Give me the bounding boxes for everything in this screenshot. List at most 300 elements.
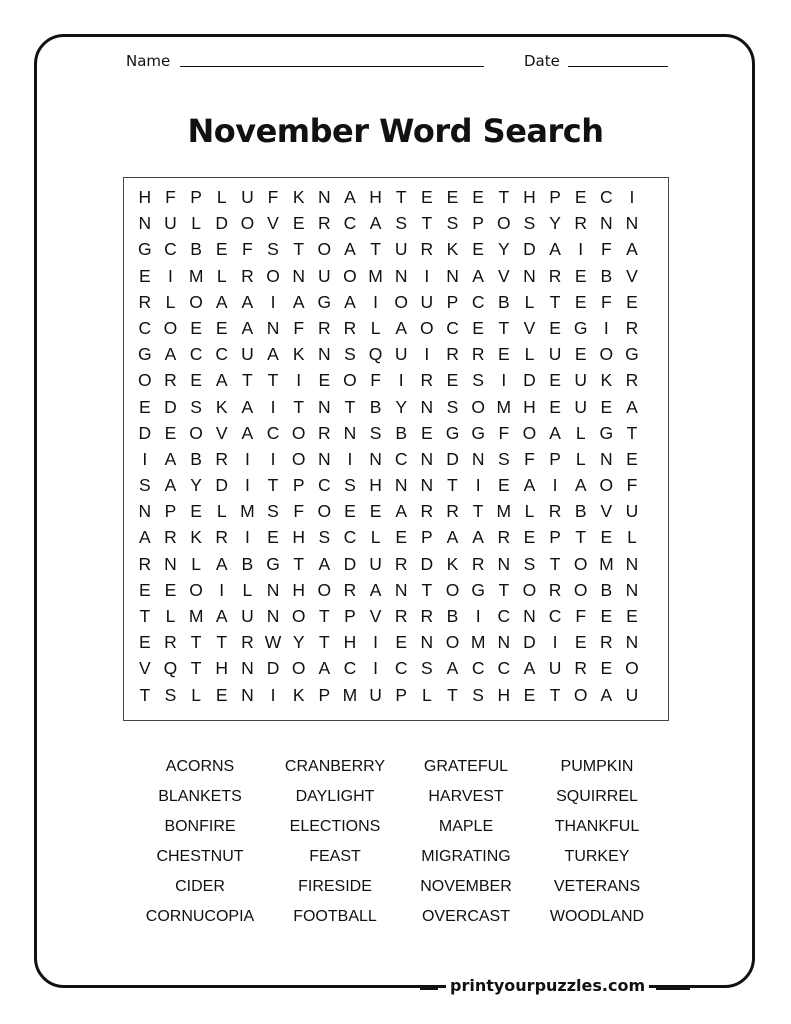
grid-letter[interactable]: E: [574, 187, 587, 207]
grid-letter[interactable]: C: [548, 606, 562, 626]
grid-letter[interactable]: G: [266, 553, 280, 574]
grid-letter[interactable]: F: [626, 475, 638, 496]
grid-letter[interactable]: I: [373, 291, 379, 312]
grid-letter[interactable]: L: [575, 422, 586, 443]
grid-letter[interactable]: P: [292, 475, 305, 496]
grid-letter[interactable]: N: [471, 448, 485, 469]
grid-letter[interactable]: U: [548, 344, 562, 365]
grid-letter[interactable]: C: [138, 317, 152, 338]
grid-letter[interactable]: I: [475, 475, 481, 496]
grid-letter[interactable]: Q: [163, 658, 178, 679]
grid-letter[interactable]: S: [318, 527, 331, 548]
grid-letter[interactable]: I: [142, 448, 148, 469]
grid-letter[interactable]: N: [292, 265, 305, 286]
grid-letter[interactable]: R: [241, 265, 254, 286]
grid-letter[interactable]: D: [420, 553, 434, 574]
grid-letter[interactable]: D: [215, 475, 229, 496]
grid-letter[interactable]: N: [241, 658, 254, 679]
grid-letter[interactable]: C: [343, 527, 357, 548]
grid-letter[interactable]: U: [625, 501, 639, 522]
grid-letter[interactable]: E: [626, 448, 638, 469]
grid-letter[interactable]: D: [266, 658, 280, 679]
grid-letter[interactable]: R: [548, 579, 562, 600]
grid-letter[interactable]: Y: [292, 632, 305, 653]
grid-letter[interactable]: R: [394, 553, 408, 574]
grid-letter[interactable]: E: [369, 501, 382, 522]
grid-letter[interactable]: S: [138, 475, 151, 496]
grid-letter[interactable]: M: [342, 684, 358, 705]
grid-letter[interactable]: E: [395, 632, 408, 653]
grid-letter[interactable]: R: [497, 527, 511, 548]
grid-letter[interactable]: O: [343, 265, 357, 286]
grid-letter[interactable]: P: [190, 187, 202, 207]
grid-letter[interactable]: R: [343, 579, 357, 600]
grid-letter[interactable]: N: [138, 213, 152, 234]
grid-letter[interactable]: O: [291, 422, 306, 443]
grid-letter[interactable]: N: [317, 344, 331, 365]
grid-letter[interactable]: I: [373, 632, 379, 653]
grid-letter[interactable]: N: [625, 213, 639, 234]
grid-letter[interactable]: L: [191, 684, 201, 705]
grid-letter[interactable]: A: [446, 527, 459, 548]
grid-letter[interactable]: T: [190, 658, 202, 679]
grid-letter[interactable]: D: [523, 370, 536, 391]
grid-letter[interactable]: R: [446, 344, 459, 365]
grid-letter[interactable]: A: [395, 501, 408, 522]
grid-letter[interactable]: I: [219, 579, 225, 600]
grid-letter[interactable]: L: [575, 448, 586, 469]
grid-letter[interactable]: C: [471, 291, 485, 312]
grid-letter[interactable]: O: [317, 239, 332, 260]
grid-letter[interactable]: P: [344, 606, 356, 626]
grid-letter[interactable]: U: [369, 684, 382, 705]
grid-letter[interactable]: V: [138, 658, 151, 679]
grid-letter[interactable]: O: [163, 317, 178, 338]
grid-letter[interactable]: N: [497, 632, 511, 653]
grid-letter[interactable]: H: [138, 187, 152, 207]
grid-letter[interactable]: A: [369, 579, 382, 600]
grid-letter[interactable]: E: [164, 422, 177, 443]
grid-letter[interactable]: O: [445, 632, 460, 653]
grid-letter[interactable]: N: [420, 632, 434, 653]
grid-letter[interactable]: B: [190, 448, 202, 469]
grid-letter[interactable]: O: [138, 370, 152, 391]
grid-letter[interactable]: N: [343, 422, 357, 443]
grid-letter[interactable]: T: [318, 632, 330, 653]
grid-letter[interactable]: C: [600, 187, 613, 207]
grid-letter[interactable]: O: [266, 265, 280, 286]
grid-letter[interactable]: Y: [497, 239, 510, 260]
grid-letter[interactable]: T: [318, 606, 330, 626]
grid-letter[interactable]: E: [600, 606, 613, 626]
grid-letter[interactable]: I: [373, 658, 379, 679]
grid-letter[interactable]: Y: [549, 213, 561, 234]
grid-letter[interactable]: I: [424, 344, 430, 365]
grid-letter[interactable]: U: [164, 213, 177, 234]
grid-letter[interactable]: S: [497, 448, 510, 469]
grid-letter[interactable]: E: [190, 501, 202, 522]
grid-letter[interactable]: R: [548, 501, 562, 522]
grid-letter[interactable]: C: [189, 344, 203, 365]
grid-letter[interactable]: U: [394, 239, 408, 260]
grid-letter[interactable]: C: [215, 344, 229, 365]
grid-letter[interactable]: B: [446, 606, 459, 626]
grid-letter[interactable]: M: [470, 632, 486, 653]
grid-letter[interactable]: L: [165, 291, 176, 312]
grid-letter[interactable]: T: [267, 370, 279, 391]
grid-letter[interactable]: T: [447, 684, 458, 705]
grid-letter[interactable]: B: [600, 265, 613, 286]
grid-letter[interactable]: S: [164, 684, 177, 705]
grid-letter[interactable]: V: [215, 422, 228, 443]
grid-letter[interactable]: A: [395, 317, 408, 338]
grid-letter[interactable]: K: [292, 187, 305, 207]
grid-letter[interactable]: N: [394, 579, 408, 600]
grid-letter[interactable]: E: [574, 344, 587, 365]
grid-letter[interactable]: I: [578, 239, 584, 260]
grid-letter[interactable]: N: [625, 579, 639, 600]
grid-letter[interactable]: S: [395, 213, 408, 234]
grid-letter[interactable]: H: [369, 475, 382, 496]
grid-letter[interactable]: F: [601, 291, 612, 312]
grid-letter[interactable]: T: [267, 475, 279, 496]
grid-letter[interactable]: I: [552, 632, 558, 653]
grid-letter[interactable]: A: [626, 239, 638, 260]
grid-letter[interactable]: R: [446, 501, 459, 522]
grid-letter[interactable]: S: [190, 396, 202, 417]
grid-letter[interactable]: F: [601, 239, 612, 260]
grid-letter[interactable]: B: [497, 291, 510, 312]
grid-letter[interactable]: R: [164, 632, 177, 653]
grid-letter[interactable]: R: [317, 213, 331, 234]
grid-letter[interactable]: R: [215, 527, 229, 548]
grid-letter[interactable]: R: [138, 291, 152, 312]
grid-letter[interactable]: Y: [190, 475, 202, 496]
grid-letter[interactable]: O: [189, 579, 203, 600]
grid-letter[interactable]: R: [600, 632, 613, 653]
grid-letter[interactable]: U: [625, 684, 639, 705]
grid-letter[interactable]: N: [394, 265, 408, 286]
grid-letter[interactable]: I: [270, 291, 276, 312]
grid-letter[interactable]: E: [164, 579, 177, 600]
grid-letter[interactable]: T: [472, 501, 484, 522]
grid-letter[interactable]: G: [445, 422, 460, 443]
grid-letter[interactable]: L: [524, 344, 535, 365]
grid-letter[interactable]: C: [471, 658, 485, 679]
grid-letter[interactable]: O: [573, 579, 588, 600]
grid-letter[interactable]: T: [549, 553, 561, 574]
grid-letter[interactable]: L: [191, 553, 201, 574]
grid-letter[interactable]: N: [625, 553, 639, 574]
grid-letter[interactable]: T: [190, 632, 202, 653]
grid-letter[interactable]: I: [168, 265, 173, 286]
grid-letter[interactable]: L: [370, 317, 381, 338]
grid-letter[interactable]: F: [498, 422, 510, 443]
grid-letter[interactable]: E: [138, 396, 151, 417]
grid-letter[interactable]: H: [292, 527, 305, 548]
grid-letter[interactable]: F: [575, 606, 587, 626]
grid-letter[interactable]: S: [344, 475, 356, 496]
grid-letter[interactable]: N: [523, 606, 536, 626]
grid-letter[interactable]: O: [573, 684, 588, 705]
grid-letter[interactable]: N: [420, 396, 434, 417]
grid-letter[interactable]: L: [165, 606, 176, 626]
grid-letter[interactable]: L: [627, 527, 637, 548]
grid-letter[interactable]: T: [498, 579, 510, 600]
grid-letter[interactable]: S: [344, 344, 356, 365]
grid-letter[interactable]: U: [420, 291, 434, 312]
grid-letter[interactable]: G: [573, 317, 588, 338]
grid-letter[interactable]: L: [524, 501, 535, 522]
grid-letter[interactable]: R: [317, 317, 331, 338]
grid-letter[interactable]: U: [369, 553, 382, 574]
grid-letter[interactable]: N: [241, 684, 254, 705]
grid-letter[interactable]: E: [549, 370, 561, 391]
grid-letter[interactable]: H: [215, 658, 229, 679]
grid-letter[interactable]: G: [317, 291, 332, 312]
grid-letter[interactable]: I: [603, 317, 609, 338]
grid-letter[interactable]: P: [472, 213, 484, 234]
grid-letter[interactable]: U: [574, 396, 588, 417]
grid-letter[interactable]: A: [241, 422, 254, 443]
grid-letter[interactable]: H: [497, 684, 511, 705]
grid-letter[interactable]: T: [421, 213, 433, 234]
grid-letter[interactable]: A: [574, 475, 587, 496]
grid-letter[interactable]: E: [626, 606, 638, 626]
grid-letter[interactable]: N: [369, 448, 382, 469]
grid-letter[interactable]: I: [501, 370, 507, 391]
grid-letter[interactable]: N: [164, 553, 177, 574]
grid-letter[interactable]: E: [626, 291, 638, 312]
grid-letter[interactable]: S: [472, 684, 484, 705]
grid-letter[interactable]: E: [138, 579, 151, 600]
grid-letter[interactable]: H: [369, 187, 382, 207]
grid-letter[interactable]: L: [422, 684, 432, 705]
grid-letter[interactable]: I: [552, 475, 558, 496]
grid-letter[interactable]: A: [344, 291, 356, 312]
grid-letter[interactable]: L: [242, 579, 253, 600]
grid-letter[interactable]: E: [497, 475, 510, 496]
grid-letter[interactable]: R: [394, 606, 408, 626]
grid-letter[interactable]: K: [215, 396, 228, 417]
grid-letter[interactable]: E: [574, 291, 587, 312]
grid-letter[interactable]: M: [240, 501, 255, 522]
grid-letter[interactable]: T: [293, 239, 305, 260]
grid-letter[interactable]: R: [625, 370, 639, 391]
grid-letter[interactable]: C: [497, 606, 511, 626]
grid-letter[interactable]: E: [549, 317, 561, 338]
grid-letter[interactable]: P: [549, 527, 561, 548]
grid-letter[interactable]: R: [138, 553, 152, 574]
grid-letter[interactable]: O: [522, 422, 537, 443]
grid-letter[interactable]: R: [317, 422, 331, 443]
grid-letter[interactable]: E: [215, 684, 228, 705]
grid-letter[interactable]: U: [241, 606, 254, 626]
grid-letter[interactable]: E: [549, 396, 561, 417]
grid-letter[interactable]: R: [164, 527, 177, 548]
grid-letter[interactable]: B: [600, 579, 613, 600]
grid-letter[interactable]: T: [293, 553, 305, 574]
grid-letter[interactable]: E: [292, 213, 305, 234]
grid-letter[interactable]: N: [266, 317, 280, 338]
grid-letter[interactable]: S: [472, 370, 484, 391]
grid-letter[interactable]: E: [267, 527, 279, 548]
grid-letter[interactable]: U: [241, 344, 254, 365]
grid-letter[interactable]: H: [523, 396, 536, 417]
grid-letter[interactable]: A: [215, 291, 228, 312]
grid-letter[interactable]: A: [318, 553, 331, 574]
grid-letter[interactable]: N: [317, 396, 331, 417]
grid-letter[interactable]: B: [395, 422, 408, 443]
grid-letter[interactable]: M: [496, 501, 512, 522]
grid-letter[interactable]: N: [266, 579, 280, 600]
grid-letter[interactable]: I: [270, 448, 276, 469]
grid-letter[interactable]: R: [343, 317, 357, 338]
grid-letter[interactable]: D: [446, 448, 459, 469]
grid-letter[interactable]: E: [421, 422, 433, 443]
grid-letter[interactable]: P: [446, 291, 459, 312]
grid-letter[interactable]: K: [190, 527, 202, 548]
grid-letter[interactable]: S: [446, 213, 459, 234]
grid-letter[interactable]: V: [523, 317, 536, 338]
grid-letter[interactable]: T: [549, 291, 561, 312]
grid-letter[interactable]: P: [549, 448, 561, 469]
grid-letter[interactable]: P: [421, 527, 433, 548]
grid-letter[interactable]: V: [497, 265, 510, 286]
grid-letter[interactable]: A: [164, 344, 177, 365]
grid-letter[interactable]: E: [472, 187, 484, 207]
grid-letter[interactable]: R: [420, 370, 434, 391]
grid-letter[interactable]: E: [344, 501, 356, 522]
grid-letter[interactable]: S: [267, 239, 279, 260]
grid-letter[interactable]: F: [293, 317, 305, 338]
grid-letter[interactable]: O: [599, 475, 614, 496]
grid-letter[interactable]: H: [292, 579, 305, 600]
grid-letter[interactable]: E: [318, 370, 331, 391]
grid-letter[interactable]: T: [293, 396, 305, 417]
grid-letter[interactable]: I: [424, 265, 430, 286]
grid-letter[interactable]: A: [344, 239, 356, 260]
grid-letter[interactable]: I: [475, 606, 481, 626]
grid-letter[interactable]: L: [370, 527, 381, 548]
grid-letter[interactable]: N: [625, 632, 639, 653]
grid-letter[interactable]: E: [138, 265, 151, 286]
grid-letter[interactable]: T: [498, 187, 510, 207]
grid-letter[interactable]: E: [446, 187, 459, 207]
grid-letter[interactable]: T: [575, 527, 587, 548]
grid-letter[interactable]: A: [215, 553, 228, 574]
grid-letter[interactable]: K: [292, 684, 305, 705]
grid-letter[interactable]: O: [291, 606, 306, 626]
grid-letter[interactable]: E: [472, 239, 484, 260]
grid-letter[interactable]: A: [215, 370, 228, 391]
grid-letter[interactable]: N: [600, 213, 613, 234]
grid-letter[interactable]: G: [471, 422, 485, 443]
grid-letter[interactable]: D: [215, 213, 229, 234]
grid-letter[interactable]: B: [190, 239, 202, 260]
grid-letter[interactable]: E: [190, 370, 202, 391]
grid-letter[interactable]: B: [369, 396, 382, 417]
grid-letter[interactable]: F: [242, 239, 253, 260]
grid-letter[interactable]: T: [139, 684, 151, 705]
grid-letter[interactable]: K: [446, 553, 459, 574]
grid-letter[interactable]: I: [270, 396, 276, 417]
grid-letter[interactable]: F: [370, 370, 381, 391]
grid-letter[interactable]: S: [421, 658, 433, 679]
grid-letter[interactable]: L: [216, 265, 227, 286]
grid-letter[interactable]: O: [317, 579, 332, 600]
grid-letter[interactable]: B: [574, 501, 587, 522]
grid-letter[interactable]: M: [188, 265, 204, 286]
grid-letter[interactable]: A: [446, 658, 459, 679]
grid-letter[interactable]: C: [394, 658, 408, 679]
grid-letter[interactable]: D: [138, 422, 152, 443]
grid-letter[interactable]: A: [215, 606, 228, 626]
grid-letter[interactable]: W: [264, 632, 282, 653]
grid-letter[interactable]: V: [267, 213, 279, 234]
grid-letter[interactable]: N: [394, 475, 408, 496]
grid-letter[interactable]: I: [244, 475, 250, 496]
grid-letter[interactable]: E: [138, 632, 151, 653]
grid-letter[interactable]: P: [164, 501, 177, 522]
grid-letter[interactable]: A: [600, 684, 613, 705]
grid-letter[interactable]: T: [395, 187, 407, 207]
grid-letter[interactable]: L: [524, 291, 535, 312]
grid-letter[interactable]: E: [215, 239, 228, 260]
grid-letter[interactable]: I: [296, 370, 302, 391]
grid-letter[interactable]: I: [347, 448, 353, 469]
grid-letter[interactable]: C: [343, 213, 357, 234]
grid-letter[interactable]: D: [343, 553, 357, 574]
grid-letter[interactable]: A: [549, 239, 561, 260]
grid-letter[interactable]: F: [267, 187, 279, 207]
grid-letter[interactable]: E: [215, 317, 228, 338]
grid-letter[interactable]: D: [523, 239, 536, 260]
grid-letter[interactable]: N: [497, 553, 511, 574]
footer-site-link[interactable]: printyourpuzzles.com: [446, 976, 649, 995]
grid-letter[interactable]: A: [344, 187, 356, 207]
grid-letter[interactable]: K: [292, 344, 305, 365]
grid-letter[interactable]: E: [523, 684, 536, 705]
grid-letter[interactable]: R: [241, 632, 254, 653]
grid-letter[interactable]: G: [138, 239, 152, 260]
grid-letter[interactable]: T: [549, 684, 561, 705]
grid-letter[interactable]: A: [626, 396, 638, 417]
grid-letter[interactable]: Y: [395, 396, 408, 417]
grid-letter[interactable]: I: [244, 527, 250, 548]
grid-letter[interactable]: K: [446, 239, 459, 260]
grid-letter[interactable]: R: [215, 448, 229, 469]
grid-letter[interactable]: E: [600, 658, 613, 679]
grid-letter[interactable]: N: [317, 448, 331, 469]
grid-letter[interactable]: T: [242, 370, 253, 391]
grid-letter[interactable]: R: [548, 265, 562, 286]
grid-letter[interactable]: G: [599, 422, 614, 443]
grid-letter[interactable]: S: [369, 422, 382, 443]
grid-letter[interactable]: C: [497, 658, 511, 679]
grid-letter[interactable]: E: [523, 527, 536, 548]
grid-letter[interactable]: K: [600, 370, 613, 391]
grid-letter[interactable]: T: [447, 475, 458, 496]
grid-letter[interactable]: O: [189, 422, 203, 443]
grid-letter[interactable]: T: [139, 606, 151, 626]
grid-letter[interactable]: O: [420, 317, 434, 338]
grid-letter[interactable]: A: [318, 658, 331, 679]
grid-letter[interactable]: M: [368, 265, 383, 286]
grid-letter[interactable]: O: [291, 658, 306, 679]
grid-letter[interactable]: F: [524, 448, 535, 469]
grid-letter[interactable]: A: [292, 291, 305, 312]
